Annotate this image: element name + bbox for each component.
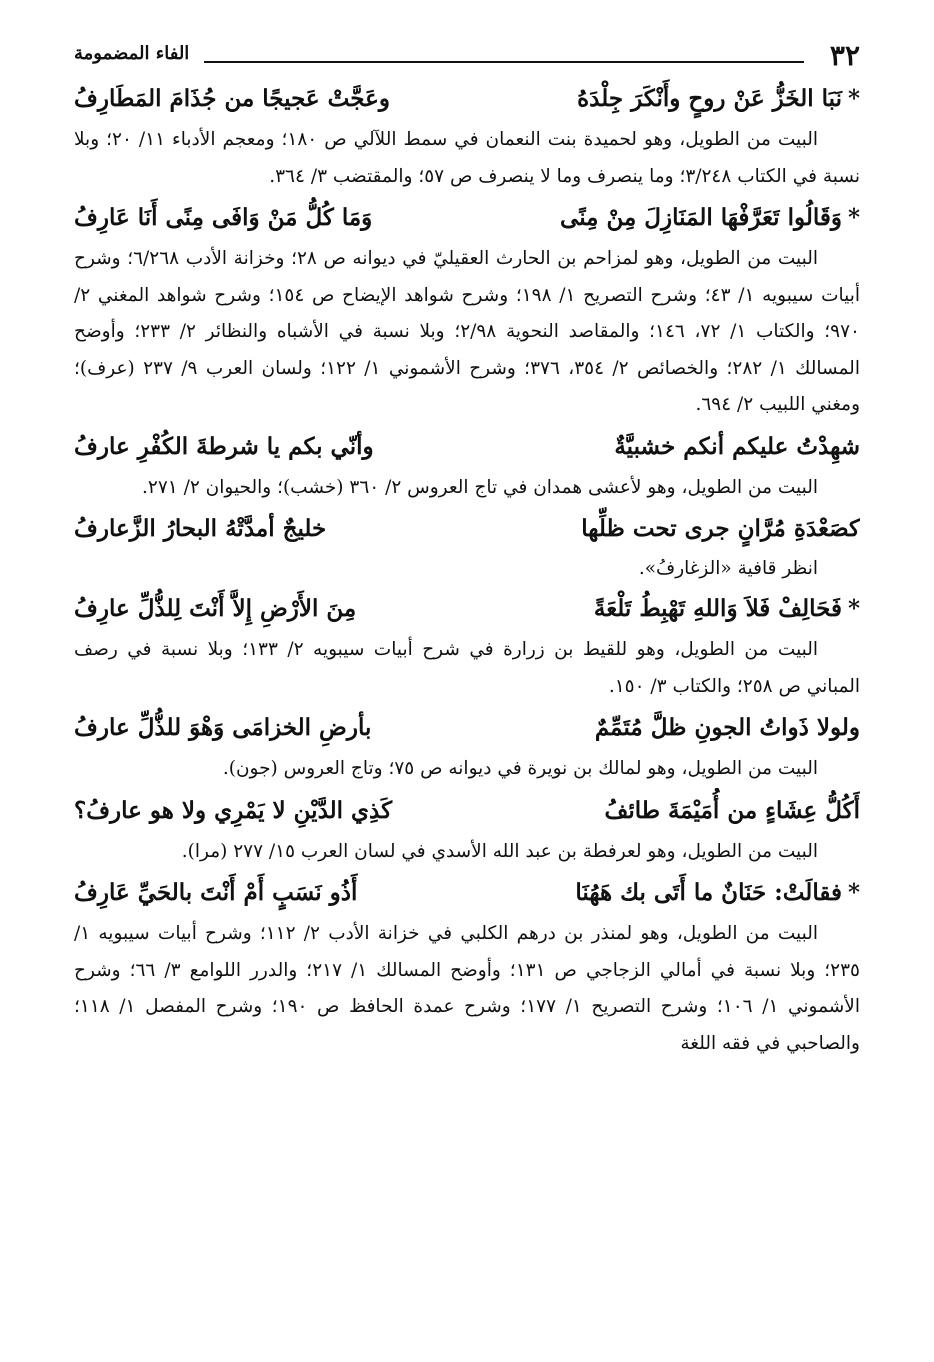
cross-reference-note: انظر قافية «الزغارفُ». bbox=[638, 558, 818, 579]
verse-line bbox=[74, 506, 860, 552]
star-marker: * bbox=[847, 879, 860, 906]
first-hemistich: أَكُلُّ عِشَاءٍ من أُمَيْمَةَ طائفُ bbox=[604, 796, 860, 824]
citation-note: البيت من الطويل، وهو لحميدة بنت النعمان في سمط اللآلي ص ١٨٠؛ ومعجم الأدباء ١١/ ٢٠؛ وبلا نسبة في الكتاب ٣/٢٤٨؛ وما ينصرف وما لا ينصرف ص ٥٧؛ والمقتضب ٣/ ٣٦٤. bbox=[74, 129, 860, 187]
citation-note: البيت من الطويل، وهو لمنذر بن درهم الكلبي في خزانة الأدب ٢/ ١١٢؛ وشرح أبيات سيبويه ١/ ٢٣٥؛ وبلا نسبة في أمالي الزجاجي ص ١٣١؛ وأوضح المسالك ١/ ٢١٧؛ والدرر اللوامع ٣/ ٦٦؛ وشرح الأشموني ١/ ١٠٦؛ وشرح التصريح ١/ ١٧٧؛ وشرح عمدة الحافظ ص ١٩٠؛ وشرح المفصل ١/ ١١٨؛ والصاحبي في فقه اللغة bbox=[74, 923, 860, 1054]
verse-entry bbox=[74, 76, 860, 195]
verse-line bbox=[74, 705, 860, 751]
first-hemistich: فَحَالِفْ فَلاَ وَاللهِ تَهْبِطُ تَلْعَةً bbox=[593, 595, 842, 622]
second-hemistich: وأنّي بكم يا شرطةَ الكُفْرِ عارفُ bbox=[74, 432, 374, 460]
header-rule bbox=[204, 61, 804, 63]
first-hemistich: ولولا ذَواتُ الجونِ ظلَّ مُتَمِّمٌ bbox=[594, 714, 860, 741]
verse-entry bbox=[74, 870, 860, 1062]
first-hemistich: كصَعْدَةِ مُرَّانٍ جرى تحت ظلِّها bbox=[581, 515, 860, 542]
section-title: الفاء المضمومة bbox=[74, 43, 190, 64]
star-marker: * bbox=[847, 595, 860, 622]
verse-entry bbox=[74, 506, 860, 586]
verse-line bbox=[74, 195, 860, 241]
first-hemistich: فقالَتْ: حَنَانٌ ما أَتَى بك هَهُنَا bbox=[575, 879, 842, 906]
second-hemistich: وعَجَّتْ عَجيجًا من جُذَامَ المَطَارِفُ bbox=[74, 85, 390, 112]
citation-note: البيت من الطويل، وهو لمزاحم بن الحارث العقيليّ في ديوانه ص ٢٨؛ وخزانة الأدب ٦/٢٦٨؛ وشرح أبيات سيبويه ١/ ٤٣؛ وشرح التصريح ١/ ١٩٨؛ وشرح شواهد الإيضاح ص ١٥٤؛ وشرح شواهد المغني ٢/ ٩٧٠؛ والكتاب ١/ ٧٢، ١٤٦؛ والمقاصد النحوية ٢/٩٨؛ وبلا نسبة في الأشباه والنظائر ٢/ ٢٣٣؛ وأوضح المسالك ١/ ٢٨٢؛ والخصائص ٢/ ٣٥٤، ٣٧٦؛ وشرح الأشموني ١/ ١٢٢؛ ولسان العرب ٩/ ٢٣٧ (عرف)؛ ومغني اللبيب ٢/ ٦٩٤. bbox=[74, 248, 860, 415]
verse-line bbox=[74, 424, 860, 470]
verse-line bbox=[74, 870, 860, 916]
citation-note: البيت من الطويل، وهو لأعشى همدان في تاج العروس ٢/ ٣٦٠ (خشب)؛ والحيوان ٢/ ٢٧١. bbox=[142, 476, 818, 498]
citation-note: البيت من الطويل، وهو لعرفطة بن عبد الله الأسدي في لسان العرب ١٥/ ٢٧٧ (مرا). bbox=[181, 840, 818, 862]
verse-entry bbox=[74, 424, 860, 507]
second-hemistich: أَذُو نَسَبٍ أَمْ أَنْتَ بالحَيِّ عَارِفُ bbox=[74, 879, 358, 906]
page-header bbox=[74, 36, 860, 76]
verse-entry bbox=[74, 705, 860, 788]
citation-note: البيت من الطويل، وهو للقيط بن زرارة في شرح أبيات سيبويه ٢/ ١٣٣؛ وبلا نسبة في رصف المباني ص ٢٥٨؛ والكتاب ٣/ ١٥٠. bbox=[74, 639, 860, 697]
first-hemistich: نَبَا الخَزُّ عَنْ روحٍ وأَنْكَرَ جِلْدَهُ bbox=[577, 85, 842, 112]
citation-note: البيت من الطويل، وهو لمالك بن نويرة في ديوانه ص ٧٥؛ وتاج العروس (جون). bbox=[222, 758, 818, 779]
verse-line bbox=[74, 76, 860, 122]
second-hemistich: مِنَ الأَرْضِ إِلاَّ أَنْتَ لِلذُّلِّ عارِفُ bbox=[74, 595, 357, 622]
first-hemistich: وَقَالُوا تَعَرَّفْهَا المَنَازِلَ مِنْ مِنًى bbox=[560, 204, 842, 231]
verse-entry bbox=[74, 788, 860, 871]
star-marker: * bbox=[847, 85, 860, 112]
page bbox=[74, 36, 860, 1062]
verse-line bbox=[74, 788, 860, 834]
star-marker: * bbox=[847, 204, 860, 231]
verse-entry bbox=[74, 195, 860, 424]
verse-line bbox=[74, 586, 860, 632]
page-number: ٣٢ bbox=[829, 39, 860, 72]
first-hemistich: شهِدْتُ عليكم أنكم خشبيَّةٌ bbox=[614, 432, 860, 460]
second-hemistich: وَمَا كُلُّ مَنْ وَافَى مِنًى أَنَا عَارِفُ bbox=[74, 204, 373, 231]
second-hemistich: كَذِي الدَّيْنِ لا يَمْرِي ولا هو عارفُ؟ bbox=[74, 796, 393, 824]
second-hemistich: خليجٌ أمدَّتْهُ البحارُ الزَّعارفُ bbox=[74, 515, 327, 542]
second-hemistich: بأرضِ الخزامَى وَهْوَ للذُّلِّ عارفُ bbox=[74, 714, 372, 741]
verse-entry bbox=[74, 586, 860, 705]
